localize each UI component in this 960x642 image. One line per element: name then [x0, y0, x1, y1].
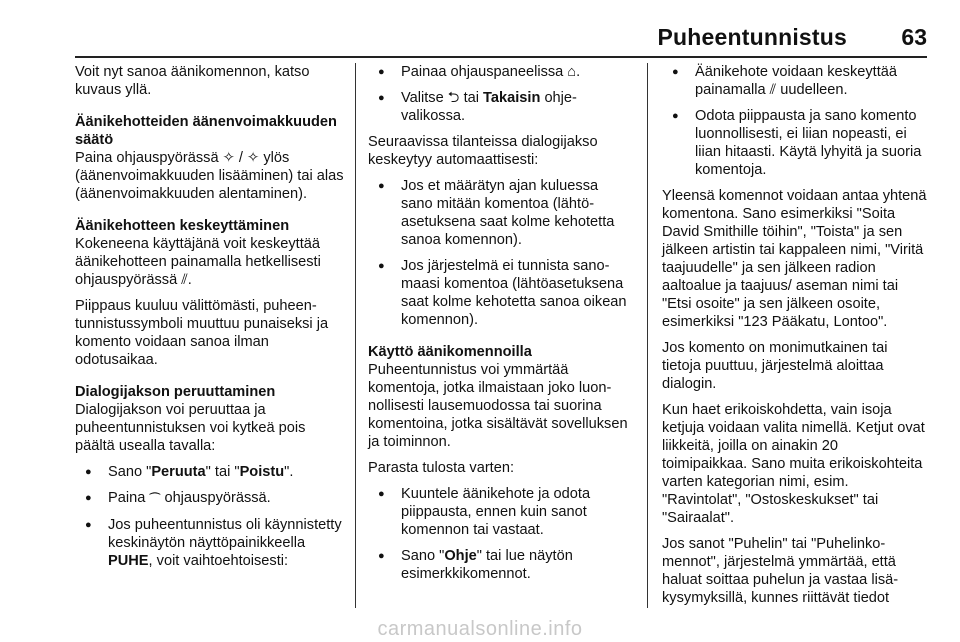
section-heading-cancel: Dialogijakson peruuttaminen [75, 384, 276, 400]
list-item: ● Odota piippausta ja sano komento luonnollisesti, ei liian nopeasti, ei liian hitaasti. Käytä lyhyitä ja suoria komentoja. [662, 107, 927, 179]
cancel-list [75, 463, 347, 570]
section-heading-interrupt: Äänikehotteen keskeyttäminen [75, 218, 290, 234]
list-item: ● Painaa ohjauspaneelissa ⌂. [368, 63, 630, 81]
list-item: ● Jos puheentunnistus oli käynnistetty keskinäytön näyttöpainikkeella PUHE, voit vaihtoehtoisesti: [75, 516, 347, 570]
paragraph-interrupt: Kokeneena käyttäjänä voit keskeyttää äänikehotteen painamalla hetkellisesti ohjauspyörässä ⫽. [75, 236, 321, 288]
section-heading-voice-commands: Käyttö äänikomennoilla [368, 344, 532, 360]
paragraph-voice-commands: Puheentunnistus voi ymmärtää komentoja, jotka ilmaistaan joko luonnollisesti lausemuodossa tai suorina komentoina, jotka sisältävät sovelluksen ja toiminnon. [368, 362, 628, 450]
column-2 [368, 63, 630, 591]
paragraph-cancel: Dialogijakson voi peruuttaa ja puheentunnistuksen voi kytkeä pois päältä usealla tavalla: [75, 402, 306, 454]
voice-icon: ⫽ [769, 82, 777, 98]
page-header [75, 0, 927, 56]
paragraph-poi: Kun haet erikoiskohdetta, vain isoja ketjuja voidaan valita nimellä. Ketjut ovat liikkeitä, joilla on ainakin 20 toimipaikkaa. Sano muita erikoiskohteita varten kategorian nimi, esim. "Ravintolat", "Ostoskeskukset" tai "Sairaalat". [662, 402, 925, 526]
list-item: ● Valitse ⮌ tai Takaisin ohjevalikossa. [368, 89, 630, 125]
list-item: ● Kuuntele äänikehote ja odota piippausta, ennen kuin sanot komennon tai vastaat. [368, 485, 630, 539]
watermark: carmanualsonline.info [377, 618, 583, 640]
paragraph-best-results: Parasta tulosta varten: [368, 460, 515, 476]
tips-list-continued [662, 63, 927, 179]
paragraph-beep: Piippaus kuuluu välittömästi, puheentunnistussymboli muuttuu punaiseksi ja komento voidaan sanoa ilman odotusaikaa. [75, 298, 329, 368]
auto-cancel-list [368, 177, 630, 329]
column-3 [662, 63, 927, 615]
paragraph-volume: Paina ohjauspyörässä ✧ / ✧ ylös (äänenvoimakkuuden lisääminen) tai alas (äänenvoimakkuuden alentaminen). [75, 150, 344, 202]
paragraph-phone: Jos sanot "Puhelin" tai "Puhelinkomennot", järjestelmä ymmärtää, että haluat soittaa puhelun ja vastaa lisäkysymyksillä, kunnes riittävät tiedot [662, 536, 899, 606]
back-icon: ⮌ [447, 90, 460, 106]
tips-list [368, 485, 630, 583]
paragraph-single-command: Yleensä komennot voidaan antaa yhtenä komentona. Sano esimerkiksi "Soita David Smithille töihin", "Toista" ja sen jälkeen artistin tai kappaleen nimi, "Viritä taajuudelle" ja sen jälkeen radion aaltoalue ja taajuus/ aseman nimi tai "Etsi osoite" ja sen jälkeen osoite, esimerkiksi "123 Pääkatu, Lontoo". [662, 188, 927, 330]
column-divider-2 [647, 63, 648, 608]
paragraph-dialog: Jos komento on monimutkainen tai tietoja puuttuu, järjestelmä aloittaa dialogin. [662, 340, 888, 392]
cancel-list-continued [368, 63, 630, 125]
list-item: ● Sano "Peruuta" tai "Poistu". [75, 463, 347, 481]
list-item: ● Äänikehote voidaan keskeyttää painamalla ⫽ uudelleen. [662, 63, 927, 99]
page-number: 63 [901, 24, 927, 50]
column-divider-1 [355, 63, 356, 608]
list-item: ● Paina ⌒ ohjauspyörässä. [75, 489, 347, 508]
home-icon: ⌂ [567, 64, 577, 80]
list-item: ● Jos et määrätyn ajan kuluessa sano mitään komentoa (lähtöasetuksena saat kolme kehotetta sanoa komennon). [368, 177, 630, 249]
page-title: Puheentunnistus [657, 24, 847, 50]
section-heading-volume: Äänikehotteiden äänenvoimakkuuden säätö [75, 114, 337, 148]
list-item: ● Jos järjestelmä ei tunnista sanomaasi komentoa (lähtöasetuksena saat kolme kehotetta sanoa oikean komennon). [368, 257, 630, 329]
column-1 [75, 63, 347, 578]
hang-up-icon: ⌒ [149, 493, 161, 505]
list-item: ● Sano "Ohje" tai lue näytön esimerkkikomennot. [368, 547, 630, 583]
header-rule [75, 56, 927, 58]
paragraph-auto-cancel: Seuraavissa tilanteissa dialogijakso keskeytyy automaattisesti: [368, 134, 598, 168]
intro-paragraph: Voit nyt sanoa äänikomennon, katso kuvaus yllä. [75, 64, 310, 98]
